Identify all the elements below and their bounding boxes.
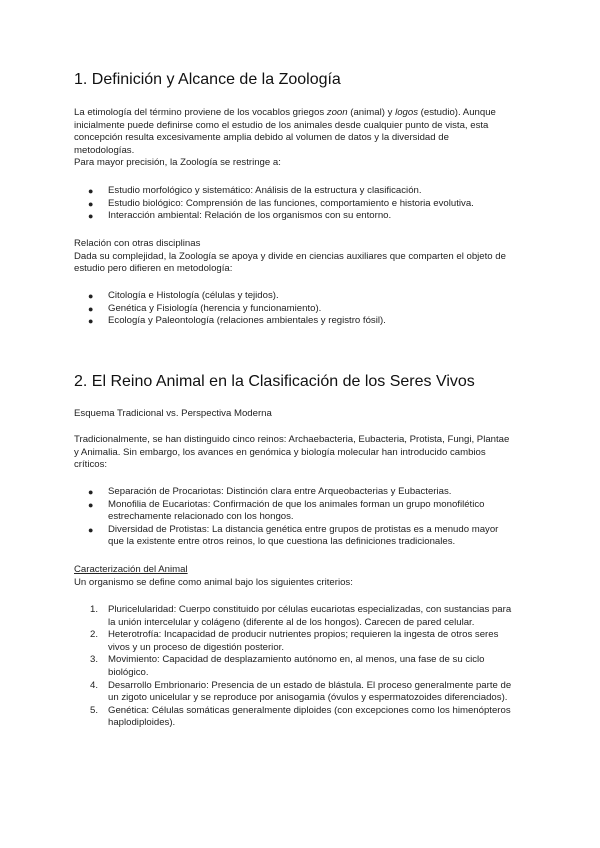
list-item: ● Separación de Procariotas: Distinción clara entre Arqueobacterias y Eubacterias. bbox=[88, 486, 452, 497]
characterization-lead: Un organismo se define como animal bajo los siguientes criterios: bbox=[74, 576, 353, 588]
list-item: 3. Movimiento: Capacidad de desplazamiento autónomo en, al menos, una fase de su ciclo biológico. bbox=[90, 654, 485, 678]
disciplines-text: Dada su complejidad, la Zoología se apoya y divide en ciencias auxiliares que comparten el objeto de estudio pero difieren en metodología: bbox=[74, 250, 506, 275]
list-item: ● Interacción ambiental: Relación de los organismos con su entorno. bbox=[88, 210, 392, 222]
changes-list bbox=[74, 486, 514, 549]
characterization-intro bbox=[74, 564, 534, 589]
item-number: 3. bbox=[90, 654, 99, 666]
scope-list bbox=[74, 185, 534, 223]
bullet-icon: ● bbox=[88, 303, 94, 314]
list-item: ● Genética y Fisiología (herencia y funcionamiento). bbox=[88, 302, 322, 314]
etymology-text-1: La etimología del término proviene de los vocablos griegos bbox=[74, 107, 327, 118]
list-item: ● Diversidad de Protistas: La distancia genética entre grupos de protistas es a menudo mayor que la existente entre otros reinos, lo que cuestiona las definiciones tradicionales. bbox=[88, 523, 499, 548]
bullet-icon: ● bbox=[88, 198, 94, 209]
list-item: 4. Desarrollo Embrionario: Presencia de un estado de blástula. El proceso generalmente parte de un zigoto unicelular y se reproduce por anisogamia (óvulos y espermatozoides diferenciados). bbox=[90, 679, 512, 704]
list-item: 1. Pluricelularidad: Cuerpo constituido por células eucariotas especializadas, con sustancias para la unión intercelular y colágeno (diferente al de los hongos). Carecen de pared celular. bbox=[90, 604, 512, 628]
scope-lead: Para mayor precisión, la Zoología se restringe a: bbox=[74, 157, 281, 169]
kingdoms-paragraph: Tradicionalmente, se han distinguido cinco reinos: Archaebacteria, Eubacteria, Protista, Fungi, Plantae y Animalia. Sin embargo, los avances en genómica y biología molecular han introducido cambios críticos: bbox=[74, 434, 510, 471]
item-number: 1. bbox=[90, 604, 99, 615]
disciplines-intro bbox=[74, 238, 514, 276]
characterization-title: Caracterización del Animal bbox=[74, 564, 188, 575]
etymology-text-2: (animal) y bbox=[347, 107, 396, 118]
bullet-icon: ● bbox=[88, 186, 94, 196]
etymology-text-3: (estudio). Aunque inicialmente puede definirse como el estudio de los animales desde cualquier punto de vista, esta concepción resulta excesivamente amplia debido al volumen de datos y la diversidad de metodologías. bbox=[74, 107, 496, 156]
disciplines-list bbox=[74, 290, 534, 328]
term-logos: logos bbox=[395, 107, 418, 118]
item-number: 5. bbox=[90, 704, 99, 716]
etymology-paragraph bbox=[74, 107, 504, 170]
disciplines-subheading: Relación con otras disciplinas bbox=[74, 238, 201, 249]
bullet-icon: ● bbox=[88, 211, 94, 222]
list-item: 5. Genética: Células somáticas generalmente diploides (con excepciones como los himenópteros haplodiploides). bbox=[90, 704, 511, 729]
bullet-icon: ● bbox=[88, 524, 94, 535]
bullet-icon: ● bbox=[88, 316, 94, 327]
bullet-icon: ● bbox=[88, 487, 94, 497]
scheme-heading: Esquema Tradicional vs. Perspectiva Moderna bbox=[74, 408, 272, 419]
list-item: 2. Heterotrofía: Incapacidad de producir nutrientes propios; requieren la ingesta de otros seres vivos y un proceso de digestión posterior. bbox=[90, 629, 499, 653]
list-item: ● Citología e Histología (células y tejidos). bbox=[88, 290, 279, 301]
list-item: ● Estudio biológico: Comprensión de las funciones, comportamiento e historia evolutiva. bbox=[88, 197, 474, 209]
list-item: ● Ecología y Paleontología (relaciones ambientales y registro fósil). bbox=[88, 315, 386, 327]
bullet-icon: ● bbox=[88, 291, 94, 301]
criteria-list bbox=[74, 604, 514, 730]
section-1-title: 1. Definición y Alcance de la Zoología bbox=[74, 71, 341, 88]
term-zoon: zoon bbox=[326, 107, 348, 118]
section-2-title: 2. El Reino Animal en la Clasificación de los Seres Vivos bbox=[74, 373, 475, 390]
bullet-icon: ● bbox=[88, 499, 94, 510]
item-number: 4. bbox=[90, 679, 99, 691]
item-number: 2. bbox=[90, 629, 99, 641]
list-item: ● Estudio morfológico y sistemático: Análisis de la estructura y clasificación. bbox=[88, 185, 422, 196]
list-item: ● Monofilia de Eucariotas: Confirmación de que los animales forman un grupo monofilético estrechamente relacionado con los hongos. bbox=[88, 498, 485, 523]
